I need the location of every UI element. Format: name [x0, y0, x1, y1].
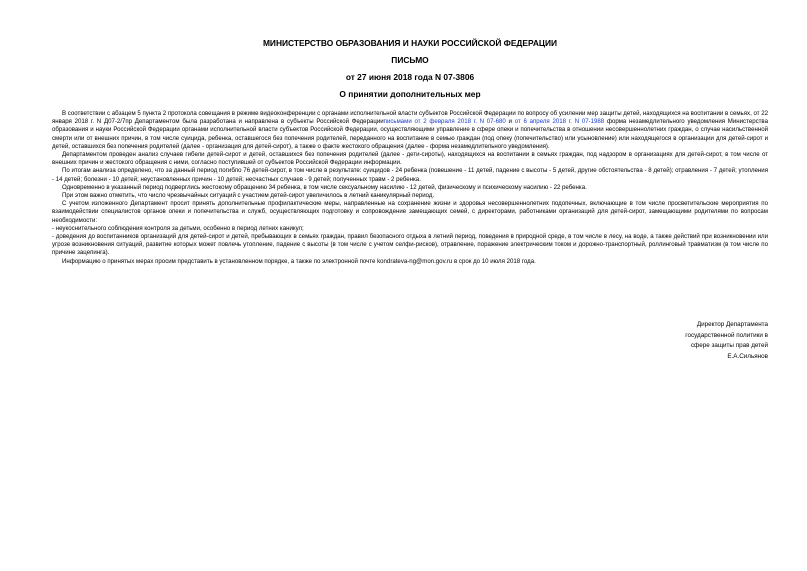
paragraph-intro	[52, 110, 768, 151]
ministry-heading: МИНИСТЕРСТВО ОБРАЗОВАНИЯ И НАУКИ РОССИЙСКОЙ ФЕДЕРАЦИИ	[262, 38, 558, 48]
paragraph-intro-text-a: В соответствии с абзацем 5 пункта 2 протокола совещания в режиме видеоконференции с органами исполнительной власти субъектов Российской Федерации по вопросу об усилении мер защиты детей, находящихся на воспитании в семьях, от 22 января 2018 г. N Д07-2/7пр Департаментом была разработана и направлена в субъекты Российской Федерации	[52, 110, 768, 126]
signature-name: Е.А.Сильянов	[727, 352, 768, 360]
paragraph-results: По итогам анализа определено, что за данный период погибло 76 детей-сирот, в том числе в результате: суицидов - 24 ребенка (повешение - 11 детей, падение с высоты - 5 детей, другие обстоятельства - 8 детей); отравления - 7 детей; утопления - 14 детей; болезни - 10 детей; неустановленных причин - 10 детей; несчастных случаев - 9 детей; полученных травм - 2 ребенка.	[52, 167, 768, 183]
letter-link-apr[interactable]: от 6 апреля 2018 г. N 07-1988	[514, 118, 605, 126]
document-subject: О принятии дополнительных мер	[339, 89, 481, 99]
letter-body	[52, 110, 768, 266]
paragraph-control: - неукоснительного соблюдения контроля за детьми, особенно в период летних каникул;	[52, 224, 304, 232]
paragraph-intro-text-c: форма незамедлительного уведомления Министерства образования и науки Российской Федерации органами исполнительной власти субъектов Российской Федерации, осуществляющими управление в сфере опеки и попечительства в отношении несовершеннолетних граждан, о случае насильственной смерти или от внешних причин, в том числе суицида, ребенка, оставшегося без попечения родителей, переданного на воспитание в семью граждан (под опеку (попечительство) или усыновление) или находящегося в организации для детей-сирот и детей, оставшихся без попечения родителей (далее - организация для детей-сирот), а также о факте жестокого обращения (далее - форма незамедлительного уведомления).	[52, 118, 768, 150]
paragraph-summer: При этом важно отметить, что число чрезвычайных ситуаций с участием детей-сирот увеличилось в летний каникулярный период.	[62, 192, 435, 200]
letter-link-feb[interactable]: письмами от 2 февраля 2018 г. N 07-680	[383, 118, 506, 126]
paragraph-intro-text-b: и	[505, 118, 515, 126]
paragraph-measures: С учетом изложенного Департамент просит принять дополнительные профилактические меры, направленные на сохранение жизни и здоровья несовершеннолетних подопечных, включающие в том числе просветительские мероприятия по взаимодействии специалистов органов опеки и попечительства и служб, осуществляющих подготовку и сопровождение замещающих семей, с директорами, работниками организаций для детей-сирот, замещающими родителями по вопросам необходимости:	[52, 200, 768, 224]
paragraph-report: Информацию о принятых мерах просим представить в установленном порядке, а также по электронной почте kondrateva-ng@mon.gov.ru в срок до 10 июля 2018 года.	[62, 257, 536, 265]
document-date-number: от 27 июня 2018 года N 07-3806	[345, 72, 475, 82]
signature-title-2: государственной политики в	[685, 331, 768, 339]
paragraph-safety-rules: - доведения до воспитанников организаций для детей-сирот и детей, пребывающих в семьях граждан, правил безопасного отдыха в летний период, поведения в природной среде, в том числе в лесу, на воде, а также действий при возникновении или угрозе возникновения ситуаций, развитие которых может повлечь утопление, падение с высоты (в том числе с учетом селфи-рисков), отравление, поражение электрическим током и дорожно-транспортный, роллинговый травматизм (в том числе по причине зацепинга).	[52, 233, 768, 257]
signature-title-1: Директор Департамента	[696, 321, 768, 328]
signature-title-3: сфере защиты прав детей	[690, 342, 768, 350]
signature-block	[685, 320, 768, 362]
paragraph-analysis: Департаментом проведен анализ случаев гибели детей-сирот и детей, оставшихся без попечения родителей (далее - дети-сироты), находящихся на воспитании в семьях граждан, под надзором в организациях для детей-сирот, в том числе от внешних причин и жестокого обращения с ними, согласно поступившей от субъектов Российской Федерации информации.	[52, 151, 768, 167]
document-type-heading: ПИСЬМО	[391, 55, 429, 65]
paragraph-abuse: Одновременно в указанный период подверглись жестокому обращению 34 ребенка, в том числе сексуальному насилию - 12 детей, физическому и психическому насилию - 22 ребенка.	[62, 183, 587, 191]
